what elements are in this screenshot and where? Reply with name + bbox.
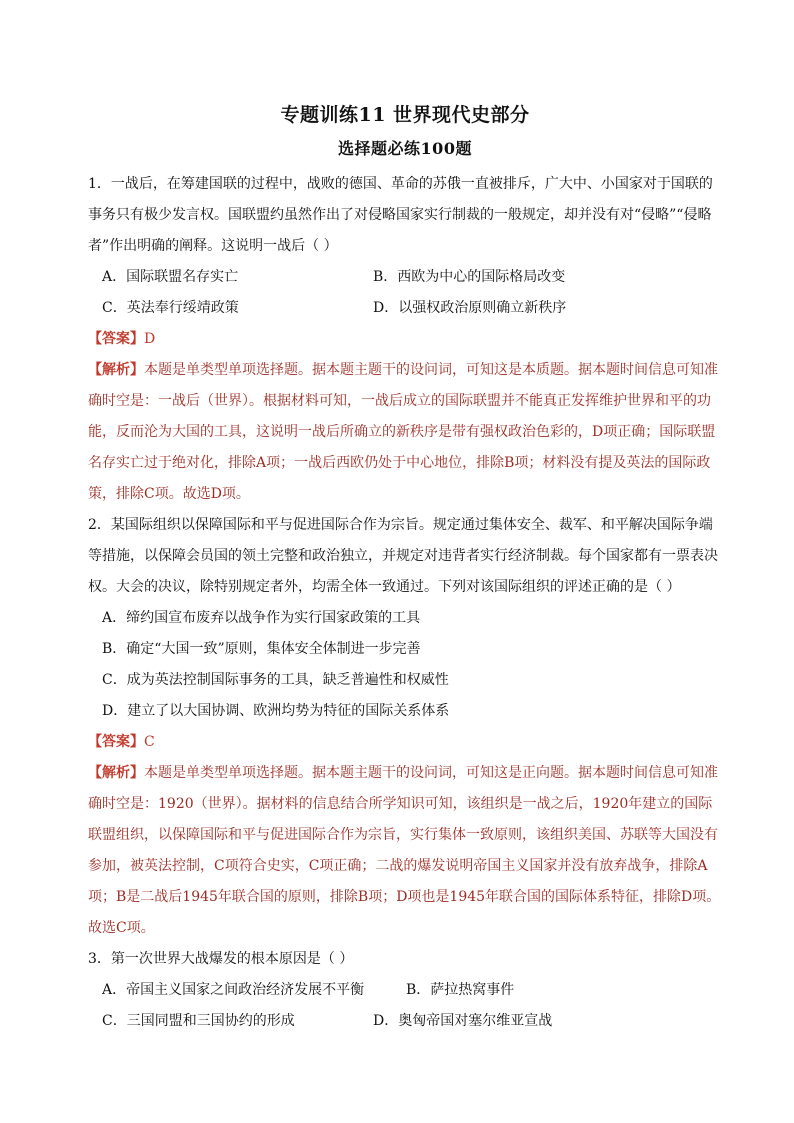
- question-2: [88, 510, 722, 944]
- question-stem: 1．一战后，在筹建国联的过程中，战败的德国、革命的苏俄一直被排斥，广大中、小国家对于国联的事务只有极少发言权。国联盟约虽然作出了对侵略国家实行制裁的一般规定，却并没有对“侵略”“侵略者”作出明确的阐释。这说明一战后（ ）: [88, 176, 713, 254]
- option-d: D．以强权政治原则确立新秩序: [373, 300, 567, 316]
- option-c: C．成为英法控制国际事务的工具，缺乏普遍性和权威性: [102, 672, 449, 688]
- options: [88, 975, 722, 1037]
- options: [88, 603, 722, 727]
- option-c: C．三国同盟和三国协约的形成: [102, 1013, 295, 1029]
- option-c: C．英法奉行绥靖政策: [102, 300, 239, 316]
- option-b: B．萨拉热窝事件: [406, 982, 515, 998]
- option-a: A．帝国主义国家之间政治经济发展不平衡: [102, 982, 365, 998]
- question-1: [88, 169, 722, 510]
- document-title: 专题训练11 世界现代史部分: [280, 104, 530, 126]
- question-3: [88, 944, 722, 1037]
- option-d: D．建立了以大国协调、欧洲均势为特征的国际关系体系: [102, 703, 450, 719]
- answer-value: C: [144, 734, 155, 750]
- question-stem: 2．某国际组织以保障国际和平与促进国际合作为宗旨。规定通过集体安全、裁军、和平解决国际争端等措施，以保障会员国的领土完整和政治独立，并规定对违背者实行经济制裁。每个国家都有一票表决权。大会的决议，除特别规定者外，均需全体一致通过。下列对该国际组织的评述正确的是（ ）: [88, 517, 718, 595]
- option-d: D．奥匈帝国对塞尔维亚宣战: [373, 1013, 553, 1029]
- answer-line: [88, 324, 722, 355]
- option-b: B．确定“大国一致”原则，集体安全体制进一步完善: [102, 641, 421, 657]
- analysis: [88, 758, 722, 944]
- question-stem: 3．第一次世界大战爆发的根本原因是（ ）: [88, 951, 354, 967]
- options: [88, 262, 722, 324]
- analysis-text: 本题是单类型单项选择题。据本题主题干的设问词，可知这是本质题。据本题时间信息可知准确时空是：一战后（世界）。根据材料可知，一战后成立的国际联盟并不能真正发挥维护世界和平的功能，反而沦为大国的工具，这说明一战后所确立的新秩序是带有强权政治色彩的，D项正确；国际联盟名存实亡过于绝对化，排除A项；一战后西欧仍处于中心地位，排除B项；材料没有提及英法的国际政策，排除C项。故选D项。: [88, 362, 718, 502]
- option-a: A．国际联盟名存实亡: [102, 269, 239, 285]
- document-subtitle: 选择题必练100题: [338, 139, 472, 158]
- analysis: [88, 355, 722, 510]
- answer-label: 【答案】: [88, 734, 144, 750]
- analysis-label: 【解析】: [88, 362, 144, 378]
- option-a: A．缔约国宣布废弃以战争作为实行国家政策的工具: [102, 610, 421, 626]
- answer-line: [88, 727, 722, 758]
- answer-label: 【答案】: [88, 331, 144, 347]
- analysis-label: 【解析】: [88, 765, 144, 781]
- option-b: B．西欧为中心的国际格局改变: [373, 269, 566, 285]
- analysis-text: 本题是单类型单项选择题。据本题主题干的设问词，可知这是正向题。据本题时间信息可知准确时空是：1920（世界）。据材料的信息结合所学知识可知，该组织是一战之后，1920年建立的国际联盟组织，以保障国际和平与促进国际合作为宗旨，实行集体一致原则，该组织美国、苏联等大国没有参加，被英法控制，C项符合史实，C项正确；二战的爆发说明帝国主义国家并没有放弃战争，排除A项；B是二战后1945年联合国的原则，排除B项；D项也是1945年联合国的国际体系特征，排除D项。故选C项。: [88, 765, 721, 936]
- answer-value: D: [144, 331, 156, 347]
